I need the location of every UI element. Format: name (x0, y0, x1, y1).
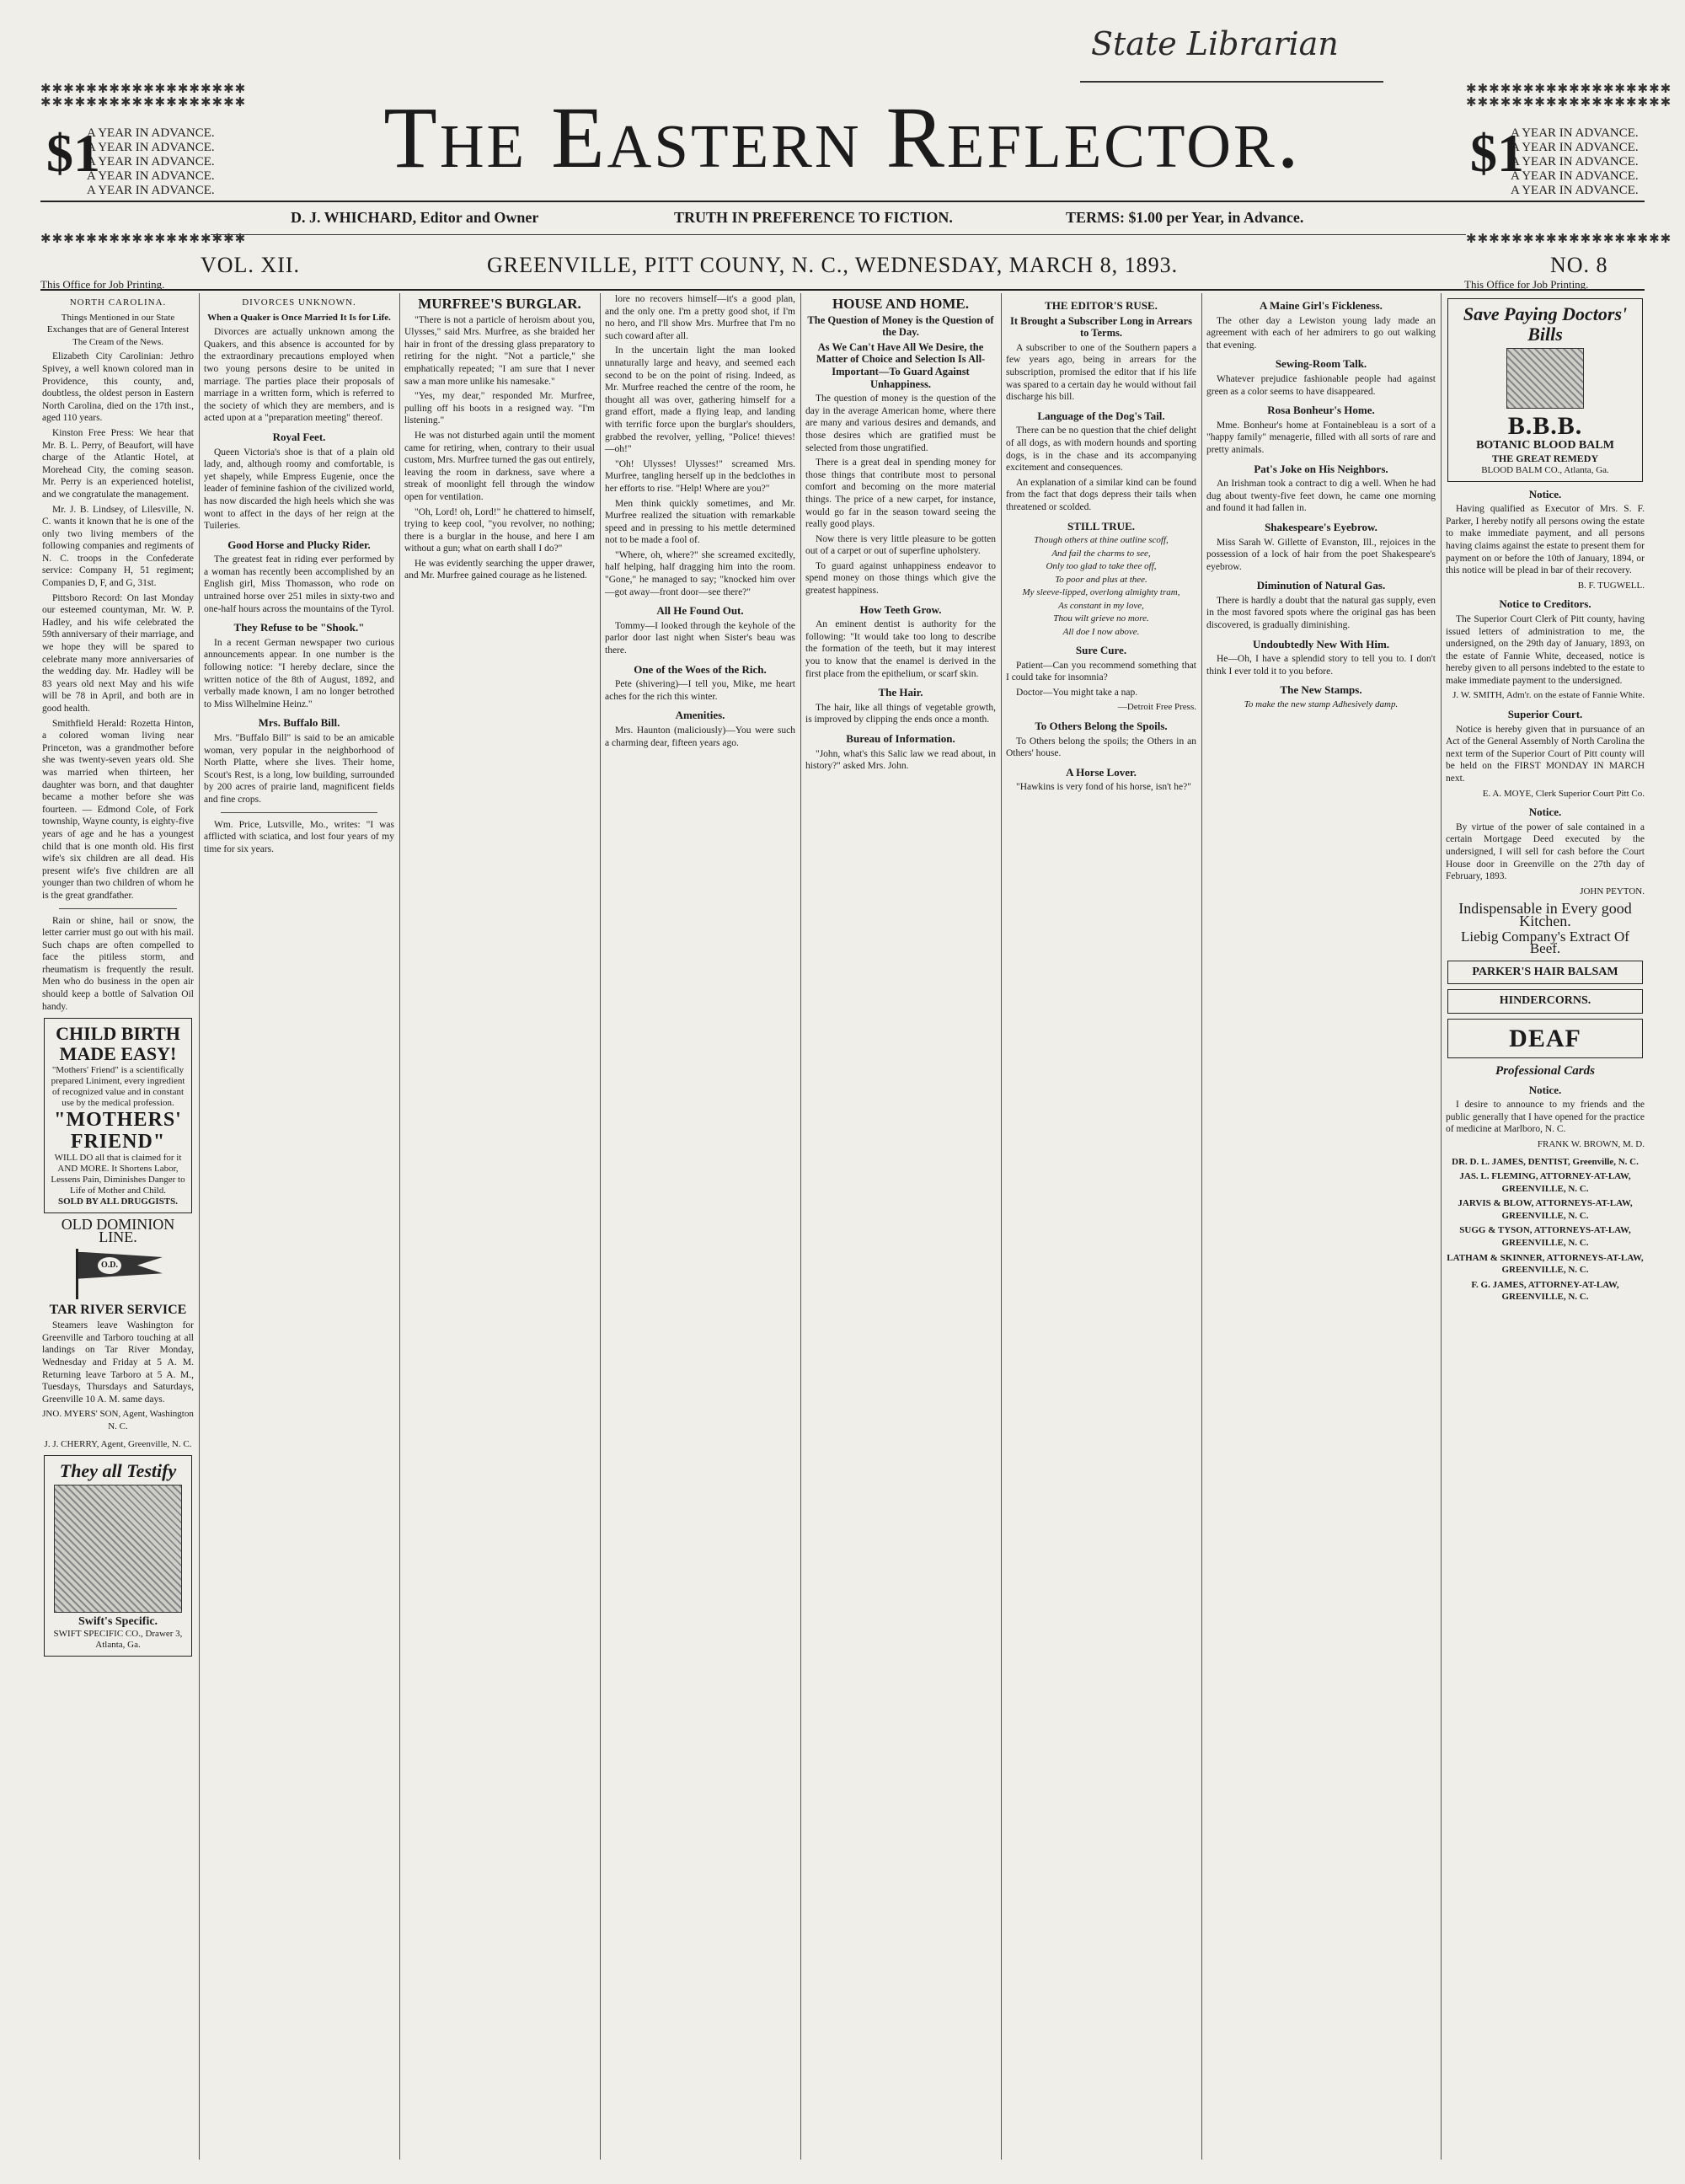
ad-footer: BLOOD BALM CO., Atlanta, Ga. (1481, 464, 1609, 475)
notice-title: Notice. (1528, 1083, 1562, 1096)
professional-card: LATHAM & SKINNER, ATTORNEYS-AT-LAW, GREENVILLE, N. C. (1447, 1252, 1644, 1276)
paragraph: Pittsboro Record: On last Monday our esteemed countyman, Mr. W. P. Hadley, and his wife celebrated the 59th anniversary of their marriage, and we hope they will be spared to celebrate many more anniversaries of the wedding day. Mr. Hadley will be 83 years old next May and his wife will be 78 in April, and both are in good health. (42, 592, 194, 714)
paragraph: Kinston Free Press: We hear that Mr. B. L. Perry, of Beaufort, will have charge of the Atlantic Hotel, at Morehead City, the coming season. Mr. Perry is an experienced hotelist, and we congratulate the management. (42, 427, 194, 500)
article-title: All He Found Out. (656, 604, 744, 618)
article-title: One of the Woes of the Rich. (634, 662, 767, 676)
paragraph: By virtue of the power of sale contained in a certain Mortgage Deed executed by the undersigned, I will sell for cash before the Court House door in Greenville on the 27th day of February, 1893. (1446, 822, 1645, 882)
ad-service: TAR RIVER SERVICE (49, 1302, 187, 1317)
paragraph: Steamers leave Washington for Greenville and Tarboro touching at all landings on Tar River Monday, Wednesday and Friday at 5 A. M. Returning leave Tarboro at 5 A. M., Tuesdays, Thursdays and Saturdays, Greenville 10 A. M. same days. (42, 1320, 194, 1405)
paragraph: An eminent dentist is authority for the following: "It would take too long to describe the formation of the teeth, but it may interest you to know that the enamel is derived in the first place from the epithelium, or scarf skin. (805, 619, 996, 679)
poem-line: Thou wilt grieve no more. (1053, 613, 1149, 624)
paragraph: He was evidently searching the upper drawer, and Mr. Murfree gained courage as he listened. (404, 558, 595, 581)
paragraph: Mr. J. B. Lindsey, of Lilesville, N. C. wants it known that he is one of the only two living members of the following companies and regiments of N. C. troops in the Confederate service: Company H, 51 regiment; Companies D, F, and G, 31st. (42, 504, 194, 589)
paragraph: Mrs. Haunton (maliciously)—You were such a charming dear, fifteen years ago. (605, 725, 795, 748)
ad-title: CHILD BIRTH MADE EASY! (56, 1023, 180, 1065)
ad-brand: HINDERCORNS. (1499, 994, 1591, 1008)
paragraph: Elizabeth City Carolinian: Jethro Spivey, a well known colored man in Providence, this county, and, doubtless, the oldest person in Eastern North Carolina, died on the 17th inst., aged 110 years. (42, 351, 194, 424)
paragraph: In the uncertain light the man looked unnaturally large and heavy, and seemed each second to be on the point of rising. Indeed, as Mr. Murfree reached the centre of the room, he thought all was over, gathering himself for a grand effort, made a flying leap, and landing with terrific force upon the burglar's shoulders, grabbed the revolver, yelling, "Police! thieves!—oh!" (605, 345, 795, 455)
paragraph: "Oh! Ulysses! Ulysses!" screamed Mrs. Murfree, tangling herself up in the bedclothes in her efforts to rise. "Help! Where are you?" (605, 458, 795, 494)
ad-brand: Liebig Company's Extract Of Beef. (1461, 928, 1629, 957)
article-title: Royal Feet. (272, 430, 326, 443)
paragraph: He was not disturbed again until the moment came for retiring, when, contrary to their usual custom, Mrs. Murfree turned the gas out entirely, leaving the room in darkness, save where a streak of moonlight fell through the window open for ventilation. (404, 430, 596, 502)
ornament-row-right-top: ✱✱✱✱✱✱✱✱✱✱✱✱✱✱✱✱✱✱ (1466, 83, 1672, 96)
article-title: Shakespeare's Eyebrow. (1265, 520, 1377, 533)
column-2 (204, 293, 394, 2160)
handwritten-underline (1080, 81, 1383, 83)
section-head: Professional Cards (1495, 1063, 1595, 1078)
ad-brand: PARKER'S HAIR BALSAM (1472, 965, 1618, 978)
poem-line: My sleeve-lipped, overlong almighty tram, (1022, 587, 1180, 598)
ad-liebig (1446, 902, 1645, 955)
price-big: $1 (1470, 123, 1524, 183)
signature: FRANK W. BROWN, M. D. (1537, 1138, 1645, 1149)
masthead-rule-bottom (40, 289, 1645, 291)
article-subtitle: When a Quaker is Once Married It Is for Life. (207, 312, 391, 323)
column-5 (805, 293, 996, 2160)
paragraph: There is a great deal in spending money for those things that contribute most to personal comfort and becoming on the more material things. The price of a new carpet, for instance, would go far in the season toward seeing the really good plays. (805, 458, 996, 530)
price-lines: A YEAR IN ADVANCE. A YEAR IN ADVANCE. A YEAR IN ADVANCE. A YEAR IN ADVANCE. A YEAR IN ADVANCE. (87, 126, 215, 197)
ad-bbb (1447, 298, 1643, 482)
paragraph: In a recent German newspaper two curious announcements appear. In one number is the following notice: "I hereby declare, since the written notice of the 8th of August, 1892, and verbally made known, I am no longer betrothed to Miss Wilhelmine Heinz." (204, 637, 394, 709)
column-rule (1201, 293, 1202, 2160)
flag-icon: O.D. (67, 1249, 168, 1299)
paragraph: I desire to announce to my friends and the public generally that I have opened for the practice of medicine at Marlboro, N. C. (1446, 1100, 1645, 1135)
ornament-row-left-top: ✱✱✱✱✱✱✱✱✱✱✱✱✱✱✱✱✱✱ (40, 83, 247, 96)
column-rule (199, 293, 200, 2160)
article-title: DIVORCES UNKNOWN. (242, 297, 356, 308)
paragraph: A subscriber to one of the Southern papers a few years ago, being in arrears for the subscription, promised the editor that if his life was spared to a certain day he would without fail discharge his bill. (1006, 342, 1196, 403)
notice-title: Notice to Creditors. (1499, 597, 1591, 611)
paragraph: Rain or shine, hail or snow, the letter carrier must go out with his mail. Such chaps are often compelled to face the pitiless storm, and rheumatism is frequently the result. Men who do business in the open air should keep a bottle of Salvation Oil handy. (42, 915, 194, 1012)
ad-swift-specific (44, 1455, 192, 1657)
paragraph: Pete (shivering)—I tell you, Mike, me heart aches for the rich this winter. (605, 679, 795, 702)
signature: E. A. MOYE, Clerk Superior Court Pitt Co. (1482, 788, 1645, 799)
editor-line: D. J. WHICHARD, Editor and Owner (291, 209, 539, 226)
paragraph: "Hawkins is very fond of his horse, isn't he?" (1016, 782, 1191, 793)
professional-card: JAS. L. FLEMING, ATTORNEY-AT-LAW, GREENVILLE, N. C. (1459, 1171, 1631, 1194)
column-rule (600, 293, 601, 2160)
article-title: Sure Cure. (1075, 644, 1127, 657)
crowd-illustration-icon (54, 1485, 182, 1613)
article-title: STILL TRUE. (1067, 519, 1135, 533)
agent: JNO. MYERS' SON, Agent, Washington N. C. (42, 1409, 194, 1432)
ornament-row-right-top-2: ✱✱✱✱✱✱✱✱✱✱✱✱✱✱✱✱✱✱ (1466, 96, 1672, 110)
signature: JOHN PEYTON. (1580, 886, 1645, 897)
paragraph: lore no recovers himself—it's a good plan, and the only one. I'm a pretty good shot, if I'm no hero, and I'll show Mrs. Murfree that I'm no such coward after all. (605, 294, 795, 341)
paragraph: "Where, oh, where?" she screamed excitedly, half helping, half dragging him into the room. "Gone," he managed to say; "knocked him over—got away—front door—see there?" (605, 549, 795, 597)
ad-title: OLD DOMINION LINE. (61, 1216, 175, 1245)
ad-brand: "MOTHERS' FRIEND" (54, 1108, 182, 1154)
motto-line: TRUTH IN PREFERENCE TO FICTION. (674, 209, 953, 226)
volume-label: VOL. XII. (201, 253, 301, 277)
column-rule (1441, 293, 1442, 2160)
article-subtitle: The Question of Money is the Question of the Day. (807, 313, 994, 339)
ad-tag: THE GREAT REMEDY (1491, 452, 1599, 464)
price-box-left (46, 123, 223, 202)
ad-hindercorns (1447, 989, 1643, 1014)
paragraph: The other day a Lewiston young lady made an agreement with each of her admirers to go out walking that evening. (1206, 315, 1436, 351)
article-title: Sewing-Room Talk. (1275, 357, 1367, 371)
masthead-title: The Eastern Reflector. (383, 89, 1302, 186)
paragraph: The greatest feat in riding ever performed by a woman has recently been accomplished by an English girl, Miss Thomasson, who rode on untrained horse over 251 miles in sixty-two and one-half hours across the mountains of the Tyrol. (204, 554, 394, 614)
notice-title: Notice. (1528, 806, 1562, 819)
ad-sub: BOTANIC BLOOD BALM (1476, 439, 1614, 452)
paragraph: The hair, like all things of vegetable growth, is improved by clipping the ends once a month. (805, 702, 996, 725)
paragraph: "Yes, my dear," responded Mr. Murfree, pulling off his boots in a resigned way. "I'm listening." (404, 391, 595, 426)
ad-deaf (1447, 1019, 1643, 1058)
article-title: Language of the Dog's Tail. (1037, 409, 1165, 422)
paragraph: "Oh, Lord! oh, Lord!" he chattered to himself, trying to keep cool, "you revolver, no nothing; there is a burglar in the house, and here I am without a gun; what on earth shall I do?" (404, 506, 595, 554)
ad-mothers-friend (44, 1018, 192, 1213)
paragraph: Mrs. "Buffalo Bill" is said to be an amicable woman, very popular in the neighborhood of North Platte, where she lives. Their home, Scout's Rest, is a long, low building, surrounded by 200 acres of prairie land, magnificent fields and fine crops. (204, 733, 394, 805)
article-title: Amenities. (675, 709, 725, 722)
ad-title: Indispensable in Every good Kitchen. (1458, 900, 1632, 929)
price-box-right (1470, 123, 1647, 202)
ornament-row-left-bottom: ✱✱✱✱✱✱✱✱✱✱✱✱✱✱✱✱✱✱ (40, 233, 247, 246)
column-rule (1001, 293, 1002, 2160)
article-title: They Refuse to be "Shook." (233, 621, 365, 634)
ad-body: WILL DO all that is claimed for it AND MORE. It Shortens Labor, Lessens Pain, Diminishes Danger to Life of Mother and Child. (51, 1153, 185, 1196)
article-title: The New Stamps. (1280, 683, 1362, 697)
ad-footer: SWIFT SPECIFIC CO., Drawer 3, Atlanta, Ga. (53, 1628, 183, 1650)
paragraph: Miss Sarah W. Gillette of Evanston, Ill., rejoices in the possession of a lock of hair from the poet Shakespeare's eyebrow. (1206, 537, 1436, 572)
masthead-rule-top (40, 201, 1645, 202)
paragraph: There can be no question that the chief delight of all dogs, as with modern hounds and sporting dogs, is in the chase and its accompanying excitement and consequences. (1006, 426, 1196, 474)
paragraph: Doctor—You might take a nap. (1016, 687, 1138, 698)
paragraph: Now there is very little pleasure to be gotten out of a carpet or out of superfine upholstery. (805, 533, 996, 557)
poem-line: All doe I now above. (1062, 626, 1140, 637)
paragraph: Mme. Bonheur's home at Fontainebleau is a sort of a "happy family" menagerie, filled with all sorts of rare and pretty animals. (1206, 420, 1436, 455)
column-4 (605, 293, 795, 2160)
paragraph: He—Oh, I have a splendid story to tell you to. I don't think I ever told it to you before. (1206, 654, 1436, 677)
notice-title: Notice. (1528, 487, 1562, 500)
agent: J. J. CHERRY, Agent, Greenville, N. C. (44, 1438, 192, 1449)
column-rule (800, 293, 801, 2160)
article-title: MURFREE'S BURGLAR. (418, 296, 581, 312)
article-title: A Maine Girl's Fickleness. (1260, 299, 1383, 312)
article-kicker: As We Can't Have All We Desire, the Matter of Choice and Selection Is All-Important—To Guard Against Unhappiness. (816, 340, 986, 390)
paragraph: Divorces are actually unknown among the Quakers, and this absence is accounted for by the extraordinary precautions employed when two young persons desire to be united in marriage. The parties place their proposals of marriage in a written form, which is referred to the society of which they are members, and is acted upon at a "preparation meeting" thereof. (204, 327, 394, 424)
issue-number: NO. 8 (1550, 253, 1608, 277)
article-title: How Teeth Grow. (859, 602, 942, 616)
paragraph: To Others belong the spoils; the Others in an Others' house. (1006, 736, 1196, 759)
article-title: A Horse Lover. (1066, 765, 1137, 779)
poem-line: Though others at thine outline scoff, (1034, 535, 1169, 546)
professional-card: DR. D. L. JAMES, DENTIST, Greenville, N. C. (1452, 1156, 1639, 1167)
column-7 (1206, 293, 1436, 2160)
column-1 (42, 293, 194, 2160)
ad-footer: SOLD BY ALL DRUGGISTS. (57, 1196, 179, 1207)
paragraph: To guard against unhappiness endeavor to spend money on those things which give the greatest happiness. (805, 560, 996, 597)
job-printing-right: This Office for Job Printing. (1464, 278, 1589, 291)
article-title: Rosa Bonheur's Home. (1267, 404, 1375, 417)
divider (59, 908, 177, 909)
paragraph: "There is not a particle of heroism about you, Ulysses," said Mrs. Murfree, as she braided her hair in front of the dressing glass preparatory to retiring for the night. "Not a particle," she emphatically repeated; "I am sure that I never saw a man more unlike his namesake." (404, 314, 595, 387)
ad-parker (1447, 961, 1643, 985)
professional-card: SUGG & TYSON, ATTORNEYS-AT-LAW, GREENVILLE, N. C. (1459, 1225, 1631, 1249)
ad-old-dominion (42, 1218, 194, 1450)
article-title: HOUSE AND HOME. (832, 296, 969, 312)
divider (221, 812, 377, 813)
poem-line: As constant in my love, (1058, 600, 1144, 611)
job-printing-left: This Office for Job Printing. (40, 278, 165, 291)
article-subtitle: It Brought a Subscriber Long in Arrears to Terms. (1010, 314, 1192, 340)
article-title: To Others Belong the Spoils. (1035, 720, 1168, 733)
paragraph: Having qualified as Executor of Mrs. S. F. Parker, I hereby notify all persons owing the estate to make immediate payment, and all persons having claims against the estate to present them for payment on or before the 10th of January, 1894, or this notice will be plead in bar of their recovery. (1446, 504, 1645, 576)
price-big: $1 (46, 123, 100, 183)
professional-card: JARVIS & BLOW, ATTORNEYS-AT-LAW, GREENVILLE, N. C. (1458, 1198, 1633, 1221)
column-rule (399, 293, 400, 2160)
signature: J. W. SMITH, Adm'r. on the estate of Fannie White. (1452, 690, 1645, 701)
article-title: Bureau of Information. (846, 732, 955, 745)
ornament-row-left-top-2: ✱✱✱✱✱✱✱✱✱✱✱✱✱✱✱✱✱✱ (40, 96, 247, 110)
ad-title: Save Paying Doctors' Bills (1463, 303, 1628, 345)
column-8 (1446, 293, 1645, 2160)
ad-title: They all Testify (59, 1460, 177, 1482)
price-lines: A YEAR IN ADVANCE. A YEAR IN ADVANCE. A YEAR IN ADVANCE. A YEAR IN ADVANCE. A YEAR IN ADVANCE. (1511, 126, 1639, 197)
ornament-row-right-bottom: ✱✱✱✱✱✱✱✱✱✱✱✱✱✱✱✱✱✱ (1466, 233, 1672, 246)
paragraph: The question of money is the question of the day in the average American home, where there are many and various desires and demands, and those desires which are gratified must be selected from those ungratified. (805, 393, 996, 453)
paragraph: Men think quickly sometimes, and Mr. Murfree realized the situation with remarkable speed and in pressing to his mettle determined not to be made a fool of. (605, 498, 795, 546)
poem-line: To poor and plus at thee. (1055, 574, 1147, 585)
paragraph: Wm. Price, Lutsville, Mo., writes: "I was afflicted with sciatica, and lost four years of my time for six years. (204, 819, 394, 854)
terms-line: TERMS: $1.00 per Year, in Advance. (1066, 209, 1304, 226)
professional-card: F. G. JAMES, ATTORNEY-AT-LAW, GREENVILLE, N. C. (1471, 1279, 1619, 1303)
signature: B. F. TUGWELL. (1577, 580, 1645, 591)
article-title: THE EDITOR'S RUSE. (1045, 299, 1158, 312)
paragraph: Notice is hereby given that in pursuance of an Act of the General Assembly of North Carolina the next term of the Superior Court of Pitt county will be held on the FIRST MONDAY IN MARCH next. (1446, 724, 1645, 784)
ad-brand: Swift's Specific. (78, 1615, 158, 1629)
paragraph: There is hardly a doubt that the natural gas supply, even in the most favored spots where the original gas has been discovered, is gradually diminishing. (1206, 595, 1436, 631)
article-title: Diminution of Natural Gas. (1256, 579, 1386, 592)
article-title: Good Horse and Plucky Rider. (227, 538, 371, 551)
article-title: Pat's Joke on His Neighbors. (1254, 462, 1388, 475)
ad-brand: DEAF (1509, 1024, 1581, 1052)
paragraph: Whatever prejudice fashionable people had against green as a color seems to have disappeared. (1206, 373, 1436, 397)
column-3 (404, 293, 595, 2160)
masthead-rule-mid (211, 234, 1466, 235)
notice-title: Superior Court. (1507, 708, 1583, 721)
paragraph: Tommy—I looked through the keyhole of the parlor door last night when Sister's beau was there. (605, 620, 795, 656)
paragraph: "John, what's this Salic law we read about, in history?" asked Mrs. John. (805, 748, 996, 772)
column-6 (1006, 293, 1196, 2160)
doctor-illustration-icon (1506, 348, 1584, 409)
paragraph: The Superior Court Clerk of Pitt county, having issued letters of administration to me, the undersigned, on the 29th day of January, 1893, on the estate of Fannie White, deceased, notice is hereby given to all persons indebted to the estate to make immediate payment to the undersigned. (1446, 613, 1645, 686)
article-title: Mrs. Buffalo Bill. (258, 716, 340, 730)
ad-body: "Mothers' Friend" is a scientifically prepared Liniment, every ingredient of recognized value and in constant use by the medical profession. (51, 1064, 185, 1108)
article-title: The Hair. (878, 686, 923, 699)
paragraph: An Irishman took a contract to dig a well. When he had dug about twenty-five feet down, he came one morning and found it had fallen in. (1206, 479, 1436, 514)
section-subhead: Things Mentioned in our State Exchanges that are of General Interest The Cream of the News. (46, 312, 190, 347)
paragraph: An explanation of a similar kind can be found from the fact that dogs depress their tails when threatened or scolded. (1006, 477, 1196, 512)
section-head: NORTH CAROLINA. (69, 297, 167, 308)
handwritten-note: State Librarian (1091, 25, 1339, 62)
credit: —Detroit Free Press. (1117, 702, 1196, 713)
paragraph: Smithfield Herald: Rozetta Hinton, a colored woman living near Princeton, was a grandmother before she was twenty-seven years old. She was married when thirteen, her daughter was born, and that daughter became a mother before she was fourteen. — Edmond Cole, of Fork township, Wayne county, is eighty-five years of age and he has a youngest child that is one month old. His first wife's six children are all dead. His present wife's five children are all younger than two children of whom he is the great grandfather. (42, 718, 194, 901)
poem-line: To make the new stamp Adhesively damp. (1244, 699, 1399, 710)
article-title: Undoubtedly New With Him. (1252, 637, 1390, 650)
poem-line: Only too glad to take thee off, (1046, 561, 1157, 572)
dateline: GREENVILLE, PITT COUNY, N. C., WEDNESDAY, MARCH 8, 1893. (487, 253, 1179, 277)
paragraph: Patient—Can you recommend something that I could take for insomnia? (1006, 660, 1196, 683)
ad-brand: B.B.B. (1507, 412, 1583, 441)
poem-line: And fail the charms to see, (1051, 548, 1151, 559)
paragraph: Queen Victoria's shoe is that of a plain old lady, and, although roomy and comfortable, is yet shapely, while Empress Eugenie, once the leader of feminine fashion of the civilized world, has now discarded the high heels which she was wont to affect in the days of her reign at the Tuileries. (204, 447, 394, 532)
